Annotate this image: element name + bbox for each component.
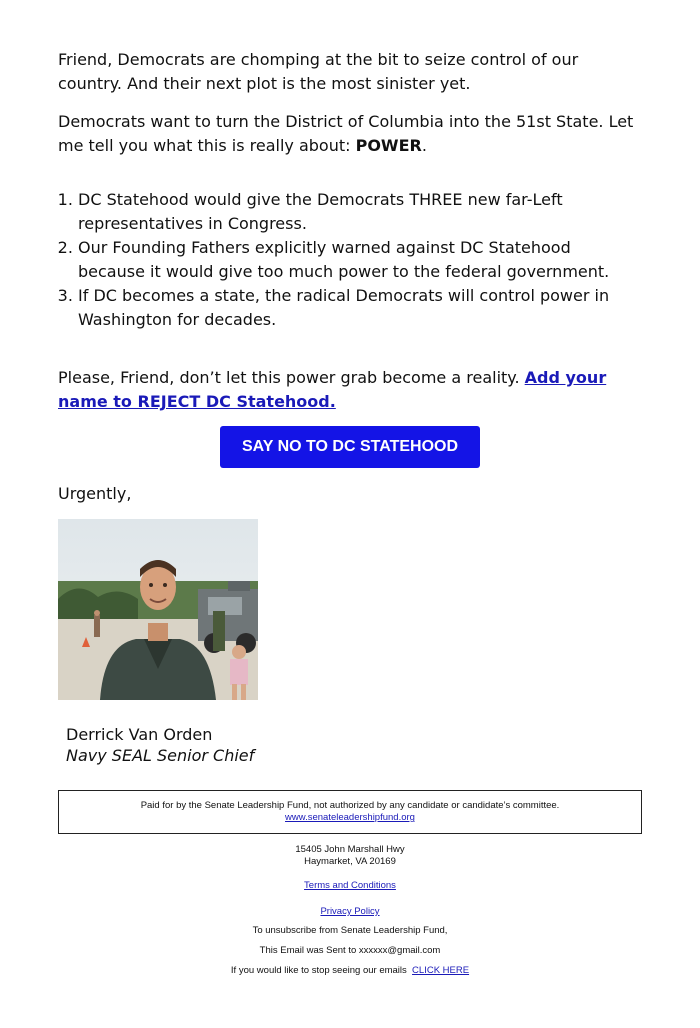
- list-item: 2. Our Founding Fathers explicitly warned against DC Statehood because it would give too much power to the federal government.: [78, 236, 642, 284]
- intro-paragraph: Friend, Democrats are chomping at the bit to seize control of our country. And their next plot is the most sinister yet.: [58, 50, 579, 93]
- signer-photo: [58, 519, 258, 700]
- website-link[interactable]: www.senateleadershipfund.org: [285, 812, 415, 823]
- disclaimer-text: Paid for by the Senate Leadership Fund, not authorized by any candidate or candidate’s committee.: [140, 800, 560, 811]
- reasons-list: [58, 188, 642, 332]
- address-line-1: 15405 John Marshall Hwy: [295, 844, 405, 855]
- signature: [66, 724, 254, 766]
- terms-link[interactable]: Terms and Conditions: [304, 880, 396, 891]
- list-item: 1. DC Statehood would give the Democrats THREE new far-Left representatives in Congress.: [78, 188, 642, 236]
- stop-emails-row: [58, 965, 642, 977]
- signer-title: Navy SEAL Senior Chief: [66, 746, 255, 765]
- appeal-paragraph: [58, 366, 642, 414]
- signer-name: Derrick Van Orden: [66, 725, 213, 744]
- address-line-2: Haymarket, VA 20169: [304, 856, 396, 867]
- add-your-name-link[interactable]: Add your name to REJECT DC Statehood.: [58, 368, 607, 411]
- power-emphasis: POWER: [355, 136, 422, 155]
- click-here-link[interactable]: CLICK HERE: [412, 965, 470, 976]
- privacy-link[interactable]: Privacy Policy: [320, 906, 380, 917]
- appeal-text: Please, Friend, don’t let this power grab become a reality.: [58, 368, 525, 387]
- list-item: 3. If DC becomes a state, the radical Democrats will control power in Washington for decades.: [78, 284, 642, 332]
- statehood-period: .: [421, 136, 427, 155]
- privacy-row: [58, 906, 642, 918]
- paid-for-disclaimer: [58, 790, 642, 834]
- say-no-button[interactable]: SAY NO TO DC STATEHOOD: [220, 426, 480, 468]
- unsubscribe-note: To unsubscribe from Senate Leadership Fund,: [252, 925, 448, 936]
- address: [58, 844, 642, 868]
- stop-emails-text: If you would like to stop seeing our emails: [230, 965, 407, 976]
- sent-to-note: This Email was Sent to xxxxxx@gmail.com: [259, 945, 441, 956]
- terms-row: [58, 880, 642, 892]
- closing-text: Urgently,: [58, 484, 132, 503]
- statehood-paragraph: [58, 110, 642, 158]
- statehood-text: Democrats want to turn the District of Columbia into the 51st State. Let me tell you what this is really about:: [58, 112, 634, 155]
